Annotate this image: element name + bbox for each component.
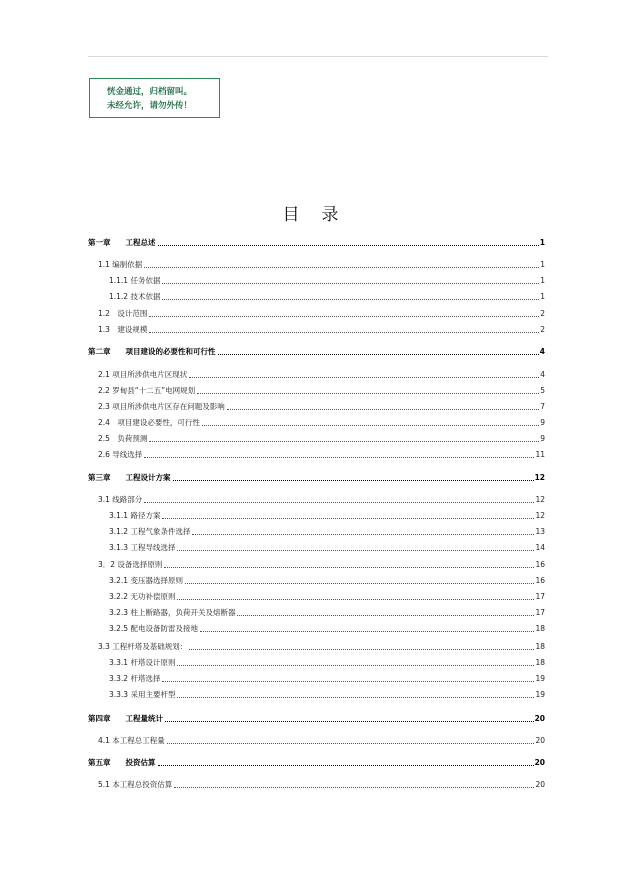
toc-entry[interactable]	[98, 400, 545, 412]
toc-page-number: 1	[540, 292, 545, 301]
toc-leader-dots	[173, 470, 534, 481]
toc-page-number: 18	[535, 642, 545, 651]
toc-entry-label: 第一章 工程总述	[88, 238, 156, 247]
toc-page-number: 9	[540, 418, 545, 427]
toc-entry[interactable]	[98, 778, 545, 790]
toc-entry-label: 1.2 设计范围	[98, 309, 148, 318]
toc-leader-dots	[162, 289, 539, 300]
toc-leader-dots	[200, 621, 534, 632]
toc-page-number: 1	[540, 276, 545, 285]
toc-entry-label: 3.2.1 变压器选择原则	[109, 576, 183, 585]
toc-page-number: 19	[535, 674, 545, 683]
toc-leader-dots	[162, 671, 534, 682]
toc-entry-label: 第四章 工程量统计	[88, 714, 163, 723]
toc-entry-label: 3.1 线路部分	[98, 495, 143, 504]
toc-leader-dots	[202, 415, 539, 426]
toc-entry[interactable]	[109, 290, 545, 302]
toc-page-number: 20	[535, 780, 545, 789]
toc-entry[interactable]	[98, 384, 545, 396]
toc-leader-dots	[144, 492, 534, 503]
toc-leader-dots	[164, 557, 534, 568]
toc-page-number: 4	[540, 370, 545, 379]
toc-entry[interactable]	[98, 448, 545, 460]
toc-entry[interactable]	[98, 640, 545, 652]
toc-page-number: 12	[534, 473, 545, 482]
toc-entry[interactable]	[98, 493, 545, 505]
toc-entry-label: 2.4 项目建设必要性，可行性	[98, 418, 200, 427]
toc-entry-label: 3.1.3 工程导线选择	[109, 543, 176, 552]
toc-page-number: 14	[535, 543, 545, 552]
toc-entry[interactable]	[109, 509, 545, 521]
toc-entry-label: 2.5 负荷预测	[98, 434, 148, 443]
toc-entry[interactable]	[98, 258, 545, 270]
toc-entry-label: 3.3.1 杆塔设计原则	[109, 658, 176, 667]
toc-entry-label: 第二章 项目建设的必要性和可行性	[88, 347, 216, 356]
toc-entry-label: 第五章 投资估算	[88, 758, 156, 767]
toc-entry-label: 4.1 本工程总工程量	[98, 736, 165, 745]
toc-leader-dots	[162, 273, 539, 284]
toc-page-number: 20	[534, 758, 545, 767]
toc-entry-label: 3.1.2 工程气象条件选择	[109, 527, 191, 536]
toc-leader-dots	[167, 733, 535, 744]
toc-page-number: 20	[535, 736, 545, 745]
toc-entry-label: 1.1.2 技术依据	[109, 292, 161, 301]
toc-entry-label: 5.1 本工程总投资估算	[98, 780, 173, 789]
toc-title: 目录	[282, 205, 361, 225]
toc-entry[interactable]	[109, 622, 545, 634]
toc-leader-dots	[144, 257, 539, 268]
toc-entry[interactable]	[98, 368, 545, 380]
toc-chapter-entry[interactable]	[88, 236, 545, 248]
toc-entry[interactable]	[109, 590, 545, 602]
toc-page-number: 9	[540, 434, 545, 443]
toc-leader-dots	[185, 573, 534, 584]
toc-entry-label: 2.6 导线选择	[98, 450, 143, 459]
toc-entry-label: 第三章 工程设计方案	[88, 473, 171, 482]
toc-page-number: 16	[535, 560, 545, 569]
toc-page-number: 1	[540, 260, 545, 269]
toc-page-number: 12	[535, 495, 545, 504]
toc-page-number: 18	[535, 658, 545, 667]
toc-entry[interactable]	[98, 558, 545, 570]
toc-entry-label: 3.3 工程杆塔及基础规划：	[98, 642, 188, 651]
toc-entry[interactable]	[109, 525, 545, 537]
toc-entry-label: 3.2.2 无功补偿原则	[109, 592, 176, 601]
toc-page-number: 19	[535, 690, 545, 699]
toc-page-number: 4	[539, 347, 545, 356]
toc-leader-dots	[197, 383, 539, 394]
toc-entry[interactable]	[109, 606, 545, 618]
toc-chapter-entry[interactable]	[88, 345, 545, 357]
toc-entry-label: 1.3 建设规模	[98, 325, 148, 334]
toc-entry[interactable]	[98, 432, 545, 444]
toc-leader-dots	[189, 367, 539, 378]
toc-leader-dots	[177, 655, 534, 666]
toc-entry-label: 3.3.3 采用主要杆型	[109, 690, 176, 699]
toc-leader-dots	[189, 639, 534, 650]
toc-entry-label: 3．2 设备选择原则	[98, 560, 163, 569]
toc-entry-label: 3.3.2 杆塔选择	[109, 674, 161, 683]
toc-entry[interactable]	[98, 323, 545, 335]
toc-page-number: 2	[540, 309, 545, 318]
toc-leader-dots	[149, 322, 539, 333]
toc-entry-label: 3.2.3 柱上断路器，负荷开关及熔断器	[109, 608, 236, 617]
toc-chapter-entry[interactable]	[88, 712, 545, 724]
toc-entry[interactable]	[98, 416, 545, 428]
toc-leader-dots	[218, 344, 539, 355]
toc-leader-dots	[177, 589, 534, 600]
toc-leader-dots	[149, 431, 539, 442]
toc-entry-label: 3.1.1 路径方案	[109, 511, 161, 520]
stamp-line-1: 恍金通过，归档留叫。	[107, 87, 193, 97]
toc-leader-dots	[165, 711, 534, 722]
toc-page-number: 20	[534, 714, 545, 723]
toc-entry-label: 3.2.5 配电设备防雷及接地	[109, 624, 198, 633]
toc-page-number: 17	[535, 608, 545, 617]
toc-page-number: 2	[540, 325, 545, 334]
toc-entry[interactable]	[109, 541, 545, 553]
toc-leader-dots	[158, 755, 534, 766]
toc-page-number: 12	[535, 511, 545, 520]
toc-leader-dots	[227, 399, 539, 410]
toc-leader-dots	[174, 777, 534, 788]
toc-entry-label: 1.1 编制依据	[98, 260, 143, 269]
toc-page-number: 17	[535, 592, 545, 601]
toc-page-number: 1	[539, 238, 545, 247]
toc-leader-dots	[149, 306, 539, 317]
toc-page-number: 5	[540, 386, 545, 395]
toc-leader-dots	[144, 447, 534, 458]
toc-entry-label: 2.1 项目所涉供电片区现状	[98, 370, 188, 379]
toc-entry[interactable]	[109, 574, 545, 586]
toc-page-number: 18	[535, 624, 545, 633]
toc-entry-label: 1.1.1 任务依据	[109, 276, 161, 285]
toc-leader-dots	[177, 687, 534, 698]
toc-leader-dots	[158, 235, 539, 246]
toc-page-number: 11	[535, 450, 545, 459]
toc-entry[interactable]	[109, 688, 545, 700]
toc-leader-dots	[192, 524, 534, 535]
stamp-line-2: 未经允许，请勿外传！	[107, 101, 193, 111]
toc-entry[interactable]	[109, 672, 545, 684]
toc-leader-dots	[177, 540, 534, 551]
toc-entry[interactable]	[109, 656, 545, 668]
toc-page-number: 13	[535, 527, 545, 536]
toc-leader-dots	[162, 508, 534, 519]
toc-entry-label: 2.3 项目所涉供电片区存在问题及影响	[98, 402, 225, 411]
toc-page-number: 7	[540, 402, 545, 411]
toc-entry[interactable]	[109, 274, 545, 286]
toc-page-number: 16	[535, 576, 545, 585]
toc-chapter-entry[interactable]	[88, 756, 545, 768]
toc-entry[interactable]	[98, 307, 545, 319]
toc-entry[interactable]	[98, 734, 545, 746]
toc-leader-dots	[237, 605, 534, 616]
toc-entry-label: 2.2 罗甸县“十二五”电网规划	[98, 386, 196, 395]
toc-chapter-entry[interactable]	[88, 471, 545, 483]
